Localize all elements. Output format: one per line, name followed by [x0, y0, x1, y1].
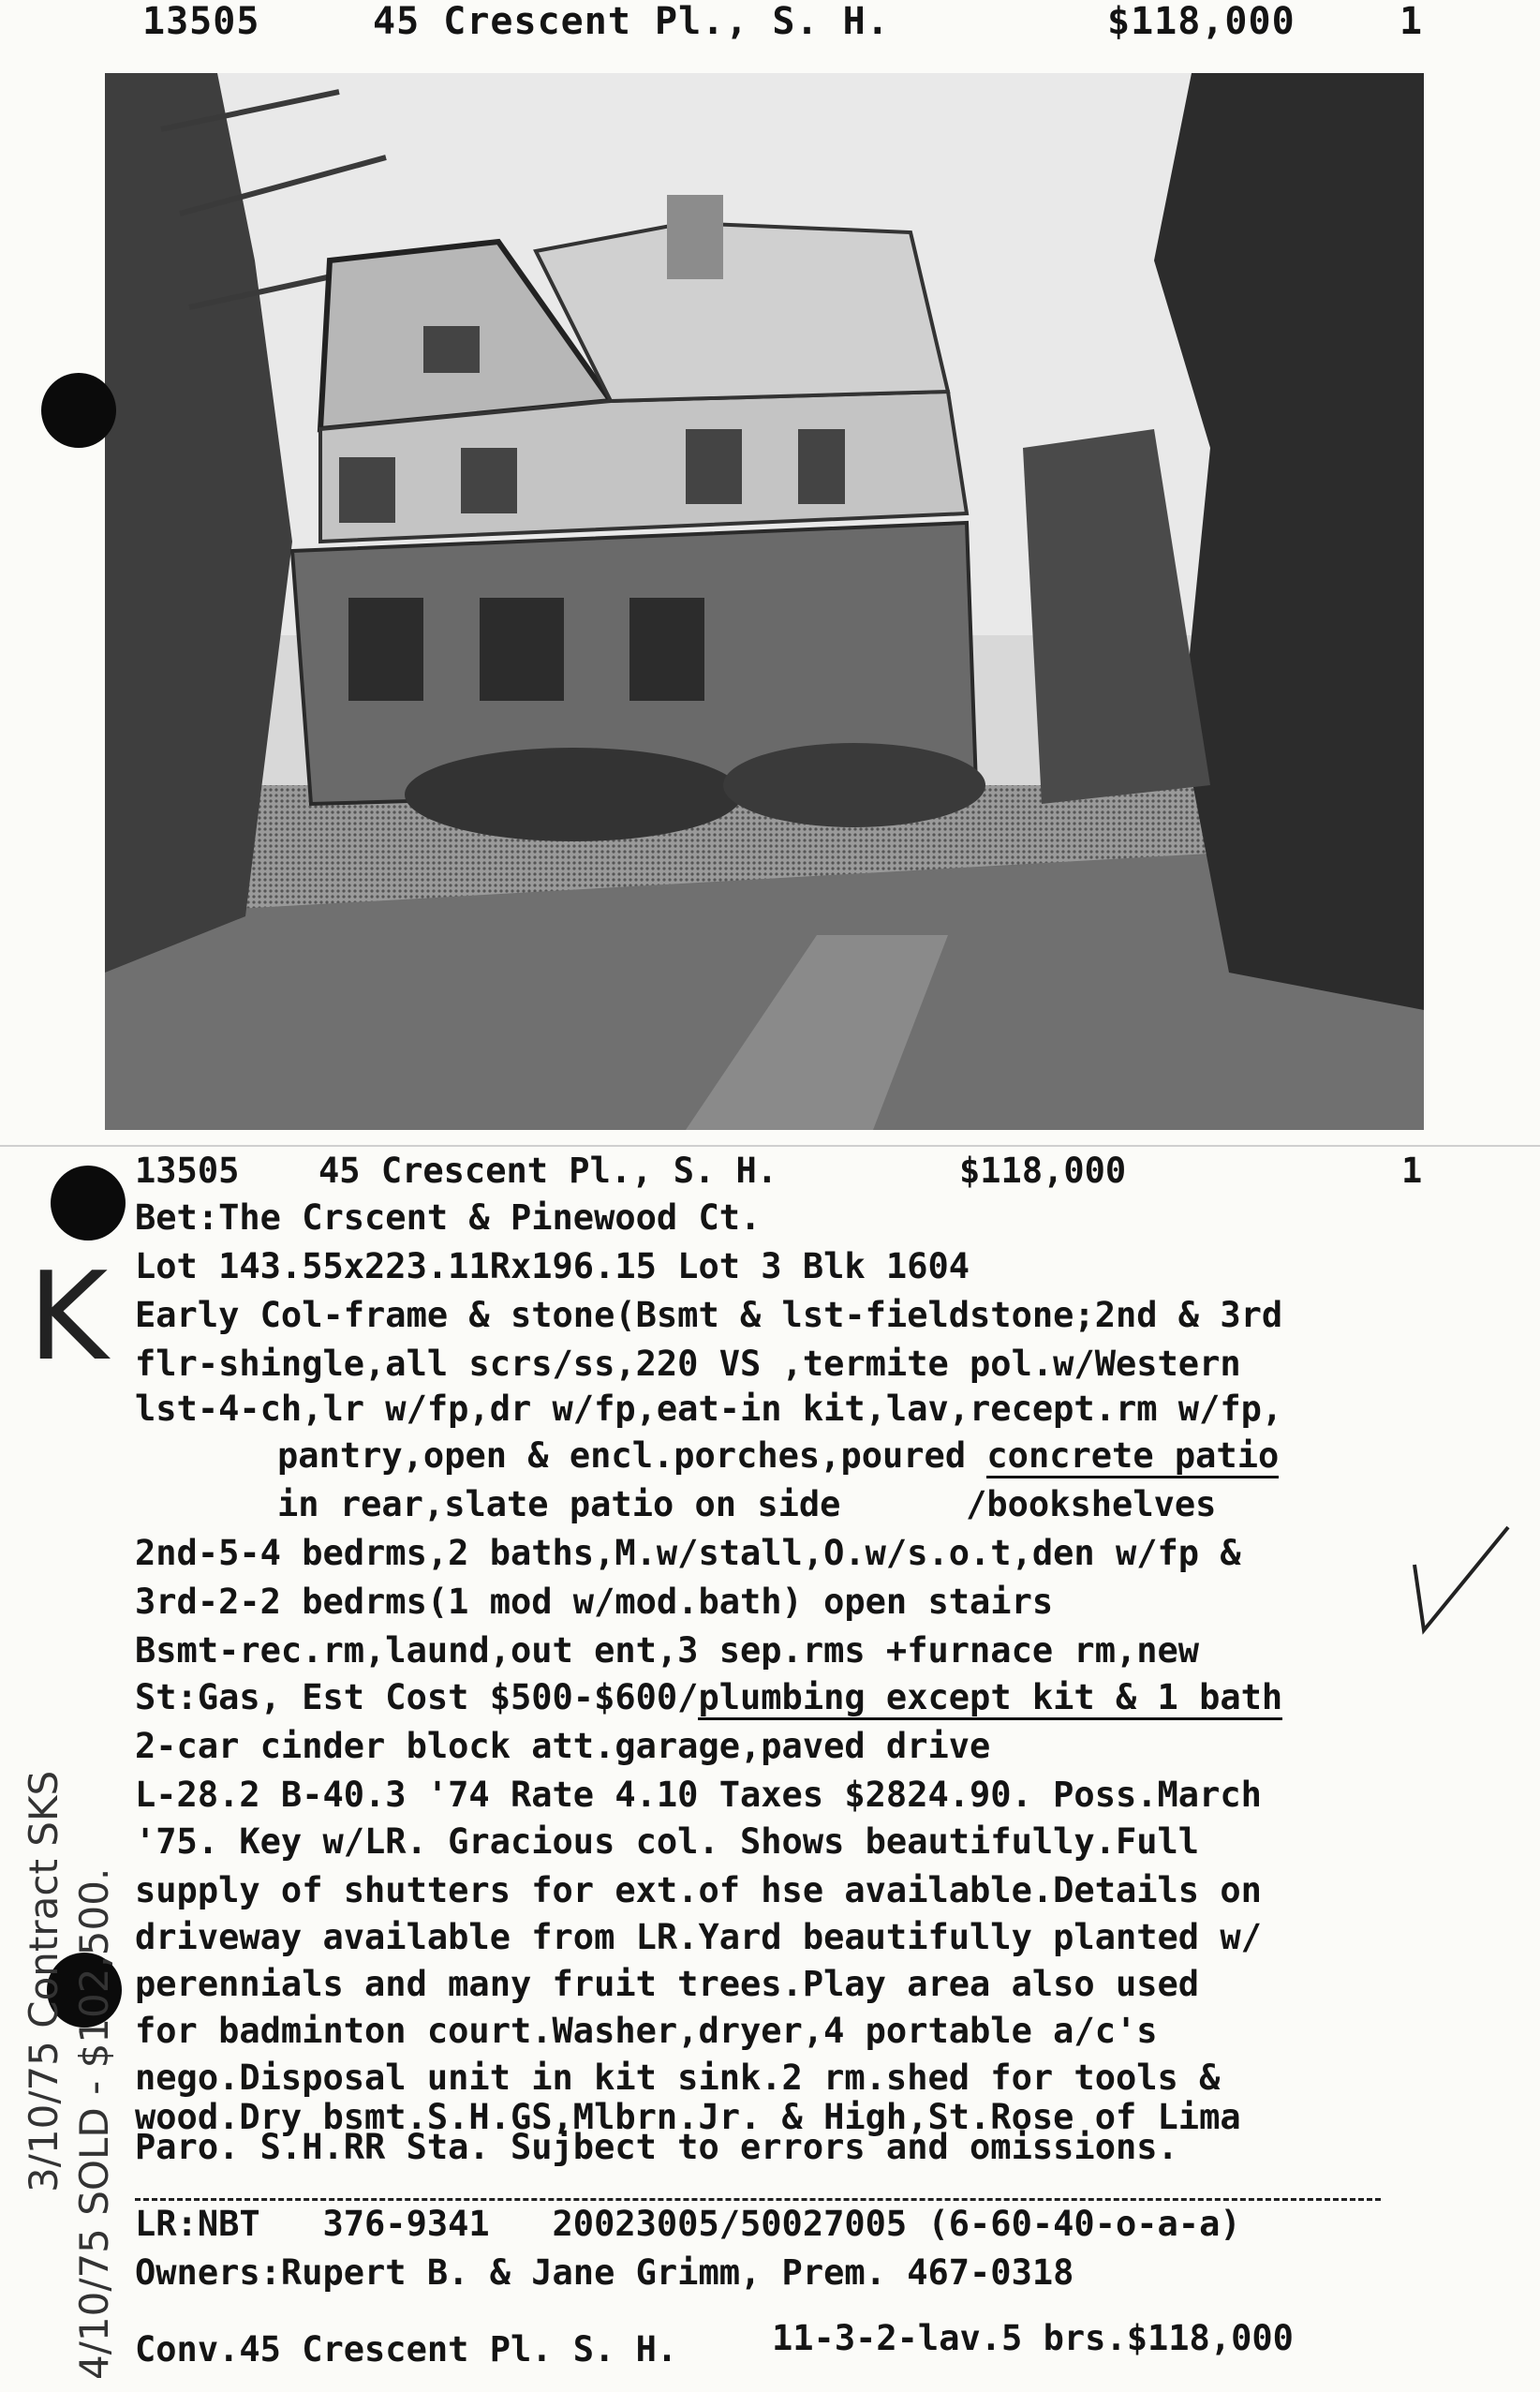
patio-text: in rear,slate patio on side [277, 1484, 967, 1524]
house-photo [105, 73, 1424, 1130]
card-line: Bsmt-rec.rm,laund,out ent,3 sep.rms +furnace rm,new [135, 1630, 1200, 1671]
footer-left: Conv.45 Crescent Pl. S. H. [135, 2329, 678, 2370]
remark-line: supply of shutters for ext.of hse available.Details on [135, 1870, 1262, 1910]
owners-line: Owners:Rupert B. & Jane Grimm, Prem. 467-0318 [135, 2252, 1074, 2293]
header-page-number: 1 [1399, 0, 1424, 43]
handwritten-bookshelves: /bookshelves [966, 1484, 1217, 1524]
card-title-price: $118,000 [959, 1151, 1127, 1191]
remark-line: L-28.2 B-40.3 '74 Rate 4.10 Taxes $2824.90. Poss.March [135, 1775, 1262, 1815]
header-listing-number: 13505 [142, 0, 260, 43]
contact-line: LR:NBT 376-9341 20023005/50027005 (6-60-40-o-a-a) [135, 2204, 1241, 2244]
patio-line [277, 1484, 1216, 1525]
pantry-line [277, 1435, 1279, 1477]
remark-line: 2-car cinder block att.garage,paved drive [135, 1726, 991, 1766]
card-line: lst-4-ch,lr w/fp,dr w/fp,eat-in kit,lav,recept.rm w/fp, [135, 1389, 1283, 1429]
remark-line: driveway available from LR.Yard beautifully planted w/ [135, 1917, 1262, 1957]
card-divider [0, 1145, 1540, 1147]
header-address: 45 Crescent Pl., S. H. [373, 0, 890, 43]
remark-line: nego.Disposal unit in kit sink.2 rm.shed for tools & [135, 2058, 1221, 2098]
underlined-concrete-patio: concrete patio [986, 1435, 1279, 1478]
remark-line: for badminton court.Washer,dryer,4 portable a/c's [135, 2011, 1158, 2051]
house-photo-illustration [105, 73, 1424, 1130]
underlined-plumbing: plumbing except kit & 1 bath [698, 1677, 1282, 1720]
pantry-text: pantry,open & encl.porches,poured [277, 1435, 987, 1476]
card-title-address: 45 Crescent Pl., S. H. [318, 1151, 778, 1191]
gas-text: St:Gas, Est Cost $500-$600/ [135, 1677, 699, 1717]
card-line: 3rd-2-2 bedrms(1 mod w/mod.bath) open stairs [135, 1582, 1054, 1622]
gas-line [135, 1677, 1282, 1718]
card-title-number: 13505 [135, 1151, 240, 1191]
punch-hole-middle [51, 1166, 126, 1241]
header-price: $118,000 [1107, 0, 1296, 43]
punch-hole-top [41, 373, 116, 448]
card-line: Early Col-frame & stone(Bsmt & lst-fieldstone;2nd & 3rd [135, 1295, 1283, 1335]
handwritten-sold-note: 4/10/75 SOLD - $102,500. [71, 1867, 117, 2380]
remark-line: Paro. S.H.RR Sta. Sujbect to errors and omissions. [135, 2127, 1178, 2167]
dashed-separator [135, 2198, 1381, 2201]
card-line: Bet:The Crscent & Pinewood Ct. [135, 1197, 762, 1238]
handwritten-contract-note: 3/10/75 Contract SKS [21, 1770, 67, 2192]
remark-line: wood.Dry bsmt.S.H.GS,Mlbrn.Jr. & High,St.Rose of Lima [135, 2097, 1241, 2137]
card-line: 2nd-5-4 bedrms,2 baths,M.w/stall,O.w/s.o.t,den w/fp & [135, 1533, 1241, 1573]
card-line: Lot 143.55x223.11Rx196.15 Lot 3 Blk 1604 [135, 1246, 970, 1286]
footer-right: 11-3-2-lav.5 brs.$118,000 [772, 2318, 1294, 2358]
remark-line: perennials and many fruit trees.Play area also used [135, 1964, 1200, 2004]
checkmark-icon [1405, 1508, 1518, 1640]
card-line: flr-shingle,all scrs/ss,220 VS ,termite pol.w/Western [135, 1344, 1241, 1384]
remark-line: '75. Key w/LR. Gracious col. Shows beautifully.Full [135, 1821, 1200, 1862]
handwritten-k: K [28, 1245, 109, 1388]
card-title-page: 1 [1401, 1151, 1423, 1191]
